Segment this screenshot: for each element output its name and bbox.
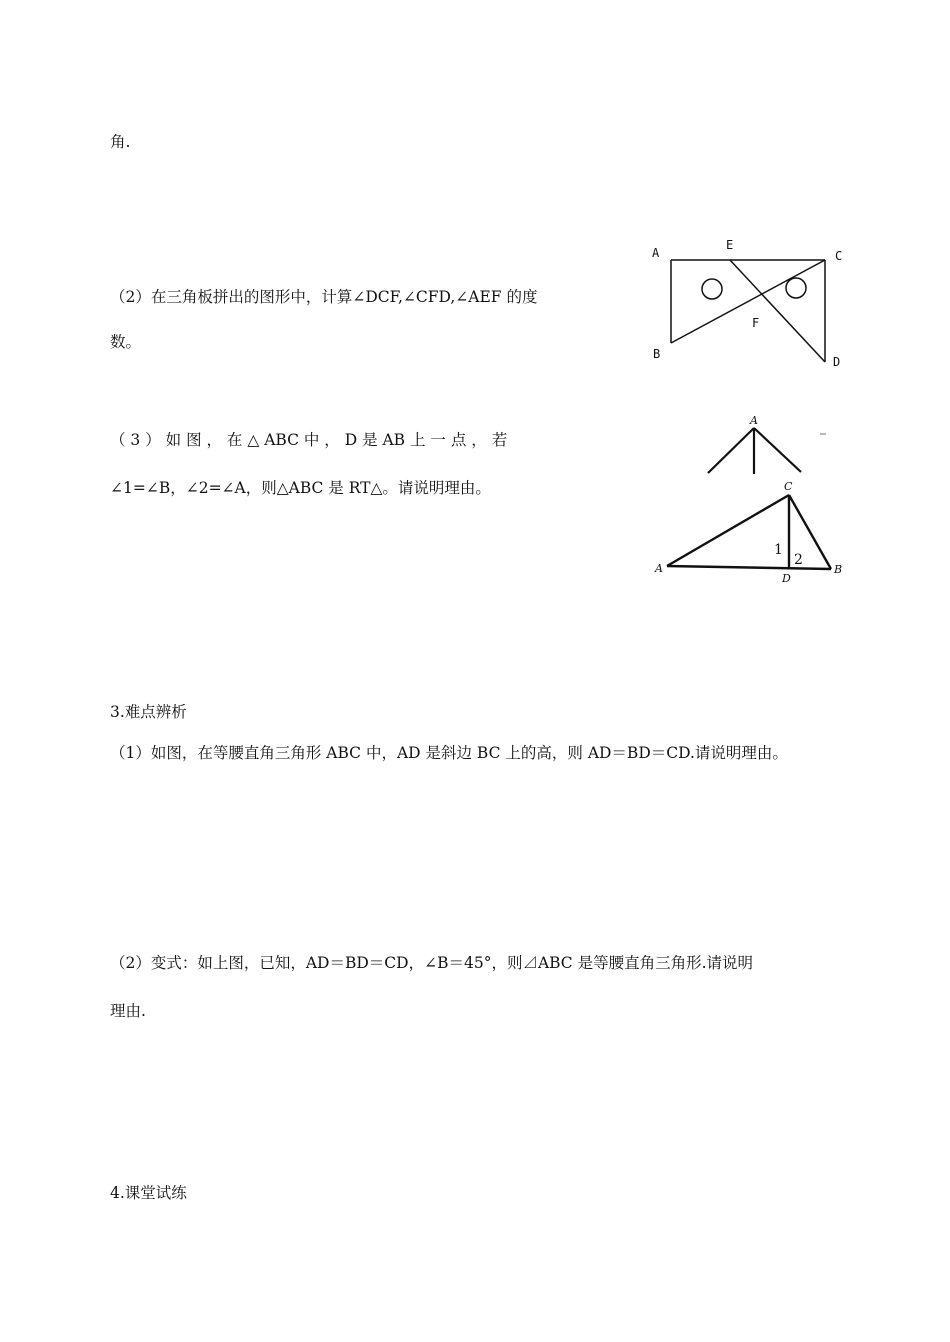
label-a: A	[655, 562, 663, 575]
question-2-line-1: （2）在三角板拼出的图形中，计算∠DCF,∠CFD,∠AEF 的度	[110, 288, 538, 306]
label-d: D	[833, 355, 841, 369]
question-3-line-2: ∠1=∠B，∠2=∠A，则△ABC 是 RT△。请说明理由。	[110, 479, 491, 497]
label-e: E	[726, 238, 734, 252]
triangle-boards-figure	[645, 235, 855, 375]
edge-ed	[730, 260, 825, 362]
angle-1-label: 1	[774, 542, 783, 558]
question-3-line-1: （ 3 ） 如 图 ， 在 △ ABC 中 ， D 是 AB 上 一 点 ， 若	[110, 431, 508, 449]
text-line-angle: 角.	[110, 133, 131, 151]
angle-fragment-figure	[700, 412, 840, 482]
label-b: B	[653, 347, 661, 361]
edge-bc	[671, 260, 825, 343]
angle-2-label: 2	[794, 552, 803, 568]
label-c: C	[835, 249, 843, 263]
question-2-line-2: 数。	[110, 333, 142, 351]
section-3-question-2-line-2: 理由.	[110, 1002, 146, 1020]
label-a: A	[652, 246, 660, 260]
right-triangle-figure	[650, 478, 855, 588]
label-a-top: A	[750, 414, 758, 427]
label-d: D	[782, 572, 791, 585]
label-f: F	[752, 316, 760, 330]
section-4-heading: 4.课堂试练	[110, 1184, 187, 1202]
hole-left	[702, 279, 722, 299]
side-ab	[667, 566, 831, 569]
side-ac	[667, 495, 789, 566]
section-3-question-1: （1）如图，在等腰直角三角形 ABC 中，AD 是斜边 BC 上的高，则 AD＝BD＝CD.请说明理由。	[110, 744, 788, 762]
hole-right	[786, 278, 806, 298]
section-3-heading: 3.难点辨析	[110, 703, 187, 721]
section-3-question-2-line-1: （2）变式：如上图，已知，AD＝BD＝CD，∠B＝45°，则⊿ABC 是等腰直角三角形.请说明	[110, 954, 754, 972]
label-c: C	[784, 480, 793, 493]
label-b: B	[834, 563, 843, 576]
